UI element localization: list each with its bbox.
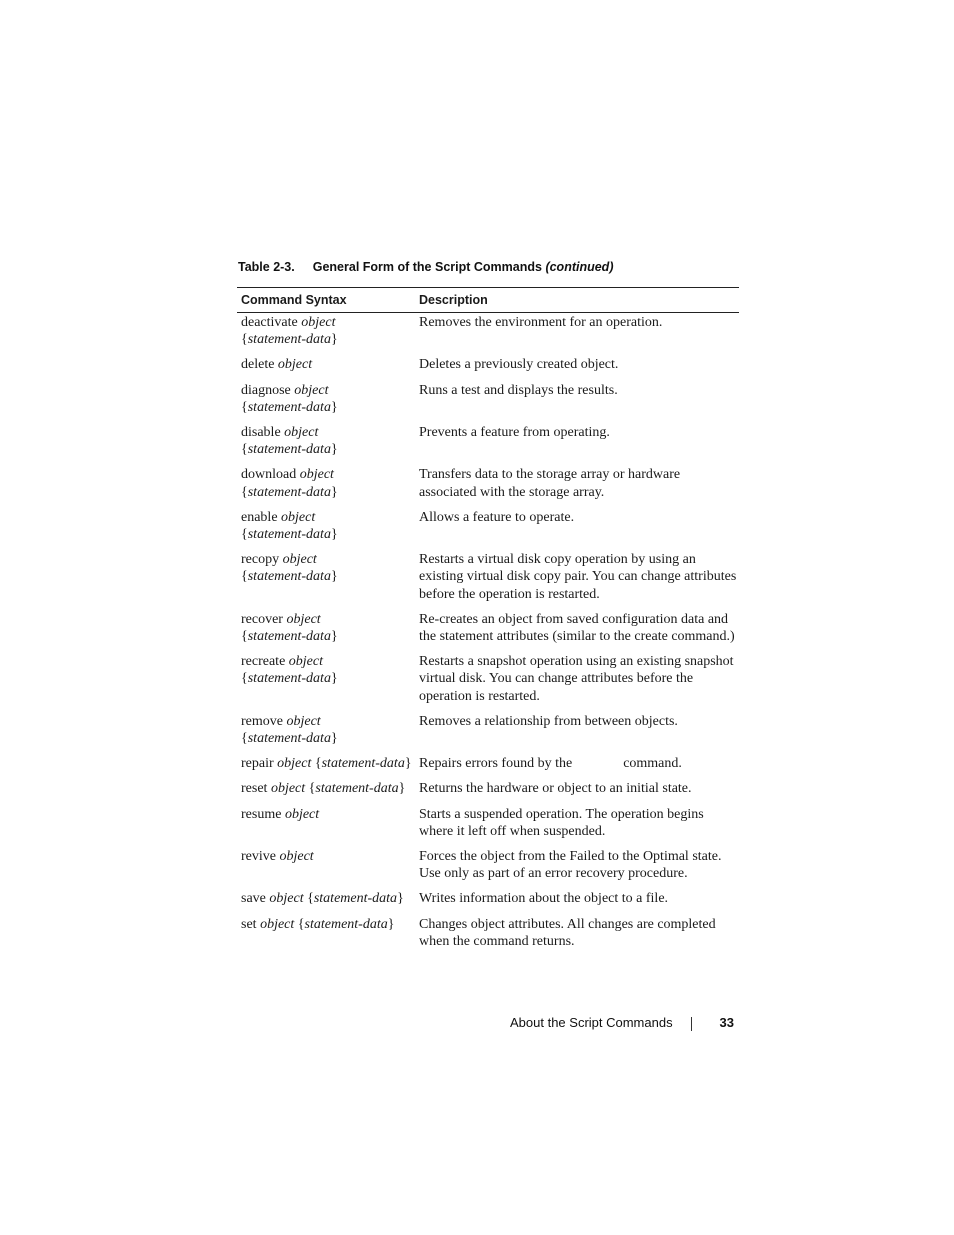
command-object: object: [284, 806, 320, 822]
table-caption: [238, 260, 613, 274]
command-object: object: [281, 509, 316, 525]
description-cell: Allows a feature to operate.: [419, 509, 575, 525]
command-syntax-line: [241, 331, 419, 348]
command-syntax-cell: [237, 551, 419, 603]
command-syntax-cell: [237, 806, 419, 840]
description-cell: Transfers data to the storage array or hardware associated with the storage array.: [419, 467, 681, 500]
script-commands-table: [237, 287, 739, 950]
command-object: object: [270, 781, 306, 797]
description-cell: Starts a suspended operation. The operation begins where it left off when suspended.: [419, 806, 704, 839]
command-syntax-line: [241, 509, 419, 526]
statement-data: {statement-data}: [241, 671, 338, 687]
description-cell: Forces the object from the Failed to the Optimal state. Use only as part of an error recovery procedure.: [419, 849, 722, 882]
command-syntax-line: [241, 653, 419, 670]
command-object: object: [286, 611, 321, 627]
description-text: command.): [671, 629, 735, 645]
command-syntax-cell: [237, 382, 419, 416]
table-row: [237, 848, 739, 882]
command-object: object: [279, 849, 314, 865]
command-syntax-line: [241, 424, 419, 441]
table-title: General Form of the Script Commands: [312, 260, 542, 274]
command-object: object: [288, 654, 324, 670]
table-row: [237, 713, 739, 747]
command-reference: create: [634, 629, 668, 645]
command-object: object: [269, 891, 304, 907]
command-verb: download: [241, 467, 297, 483]
page-number: 33: [719, 1015, 734, 1030]
table-number: Table 2-3.: [238, 260, 295, 274]
command-syntax-cell: [237, 916, 419, 950]
command-syntax-cell: [237, 780, 419, 797]
table-row: [237, 890, 739, 907]
statement-data: {statement-data}: [314, 756, 412, 772]
description-cell: [419, 755, 739, 772]
page-footer: [510, 1015, 734, 1030]
command-syntax-line: [241, 730, 419, 747]
command-syntax-line: [241, 382, 419, 399]
command-verb: recover: [241, 611, 283, 627]
description-cell: Prevents a feature from operating.: [419, 425, 610, 441]
statement-data: {statement-data}: [241, 527, 338, 543]
command-syntax-line: [241, 551, 419, 568]
command-object: object: [299, 467, 334, 483]
command-object: object: [260, 916, 295, 932]
description-cell: Deletes a previously created object.: [419, 357, 619, 373]
table-row: [237, 551, 739, 603]
table-row: [237, 806, 739, 840]
command-syntax-line: [241, 848, 419, 865]
description-text: Repairs errors found by the: [419, 756, 573, 772]
command-syntax-cell: [237, 611, 419, 645]
command-syntax-line: [241, 466, 419, 483]
command-syntax-line: [241, 670, 419, 687]
description-cell: Returns the hardware or object to an initial state.: [419, 781, 692, 797]
table-row: [237, 382, 739, 416]
footer-section-title: About the Script Commands: [510, 1015, 673, 1030]
command-object: object: [284, 425, 319, 441]
command-syntax-line: [241, 399, 419, 416]
command-syntax-cell: [237, 653, 419, 705]
command-verb: resume: [241, 806, 282, 822]
command-verb: deactivate: [241, 315, 298, 330]
header-description: Description: [419, 293, 488, 307]
command-verb: reset: [241, 781, 268, 797]
table-row: [237, 424, 739, 458]
table-row: [237, 755, 739, 772]
statement-data: {statement-data}: [241, 569, 338, 585]
table-row: [237, 466, 739, 500]
description-cell: Restarts a virtual disk copy operation by using an existing virtual disk copy pair. You can change attributes before the operation is restarted.: [419, 552, 737, 602]
description-cell: Changes object attributes. All changes are completed when the command returns.: [419, 916, 716, 949]
description-cell: Removes the environment for an operation.: [419, 315, 663, 330]
statement-data: {statement-data}: [241, 332, 338, 348]
command-object: object: [301, 315, 336, 330]
command-verb: revive: [241, 849, 276, 865]
statement-data: {statement-data}: [241, 731, 338, 747]
command-syntax-line: [241, 568, 419, 585]
command-syntax-line: [241, 484, 419, 501]
table-row: [237, 356, 739, 373]
description-cell: [419, 611, 739, 645]
command-syntax-cell: [237, 466, 419, 500]
command-syntax-cell: [237, 890, 419, 907]
command-verb: remove: [241, 713, 283, 729]
command-verb: recopy: [241, 552, 280, 568]
footer-separator: [691, 1017, 692, 1031]
command-syntax-line: [241, 526, 419, 543]
command-syntax-line: [241, 628, 419, 645]
table-row: [237, 509, 739, 543]
statement-data: {statement-data}: [308, 781, 406, 797]
command-object: object: [286, 713, 321, 729]
command-object: object: [294, 382, 329, 398]
header-command-syntax: Command Syntax: [241, 293, 347, 307]
command-verb: delete: [241, 357, 275, 373]
command-syntax-cell: [237, 509, 419, 543]
command-syntax-line: [241, 780, 419, 797]
command-object: object: [282, 552, 317, 568]
command-syntax-line: [241, 916, 419, 933]
command-syntax-cell: [237, 713, 419, 747]
statement-data: {statement-data}: [307, 891, 404, 907]
command-syntax-cell: [237, 424, 419, 458]
table-header: [237, 287, 739, 313]
command-verb: recreate: [241, 654, 286, 670]
command-syntax-line: [241, 314, 419, 331]
command-verb: repair: [241, 756, 274, 772]
command-verb: disable: [241, 425, 281, 441]
command-syntax-cell: [237, 755, 419, 772]
description-cell: Runs a test and displays the results.: [419, 382, 618, 398]
statement-data: {statement-data}: [297, 916, 395, 932]
description-text: command.: [623, 756, 682, 772]
command-verb: diagnose: [241, 382, 291, 398]
statement-data: {statement-data}: [241, 399, 338, 415]
table-row: [237, 916, 739, 950]
statement-data: {statement-data}: [241, 442, 338, 458]
continued-label: (continued): [545, 260, 614, 274]
table-row: [237, 780, 739, 797]
command-syntax-line: [241, 611, 419, 628]
command-syntax-cell: [237, 314, 419, 348]
command-syntax-line: [241, 441, 419, 458]
statement-data: {statement-data}: [241, 484, 338, 500]
description-text: Re-creates an object from saved configuration data and the statement attributes (similar to the: [419, 611, 729, 645]
command-verb: set: [241, 916, 257, 932]
table-body: [237, 314, 739, 950]
command-object: object: [277, 756, 312, 772]
command-object: object: [277, 357, 313, 373]
description-cell: Writes information about the object to a file.: [419, 891, 669, 907]
statement-data: {statement-data}: [241, 629, 338, 645]
command-verb: enable: [241, 509, 278, 525]
command-syntax-line: [241, 755, 419, 772]
description-cell: Restarts a snapshot operation using an existing snapshot virtual disk. You can change attributes before the operation is restarted.: [419, 654, 734, 704]
command-syntax-cell: [237, 848, 419, 882]
command-syntax-line: [241, 806, 419, 823]
command-syntax-cell: [237, 356, 419, 373]
description-cell: Removes a relationship from between objects.: [419, 713, 678, 729]
command-verb: save: [241, 891, 266, 907]
command-syntax-line: [241, 713, 419, 730]
command-syntax-line: [241, 356, 419, 373]
table-row: [237, 314, 739, 348]
command-syntax-line: [241, 890, 419, 907]
table-row: [237, 653, 739, 705]
table-row: [237, 611, 739, 645]
